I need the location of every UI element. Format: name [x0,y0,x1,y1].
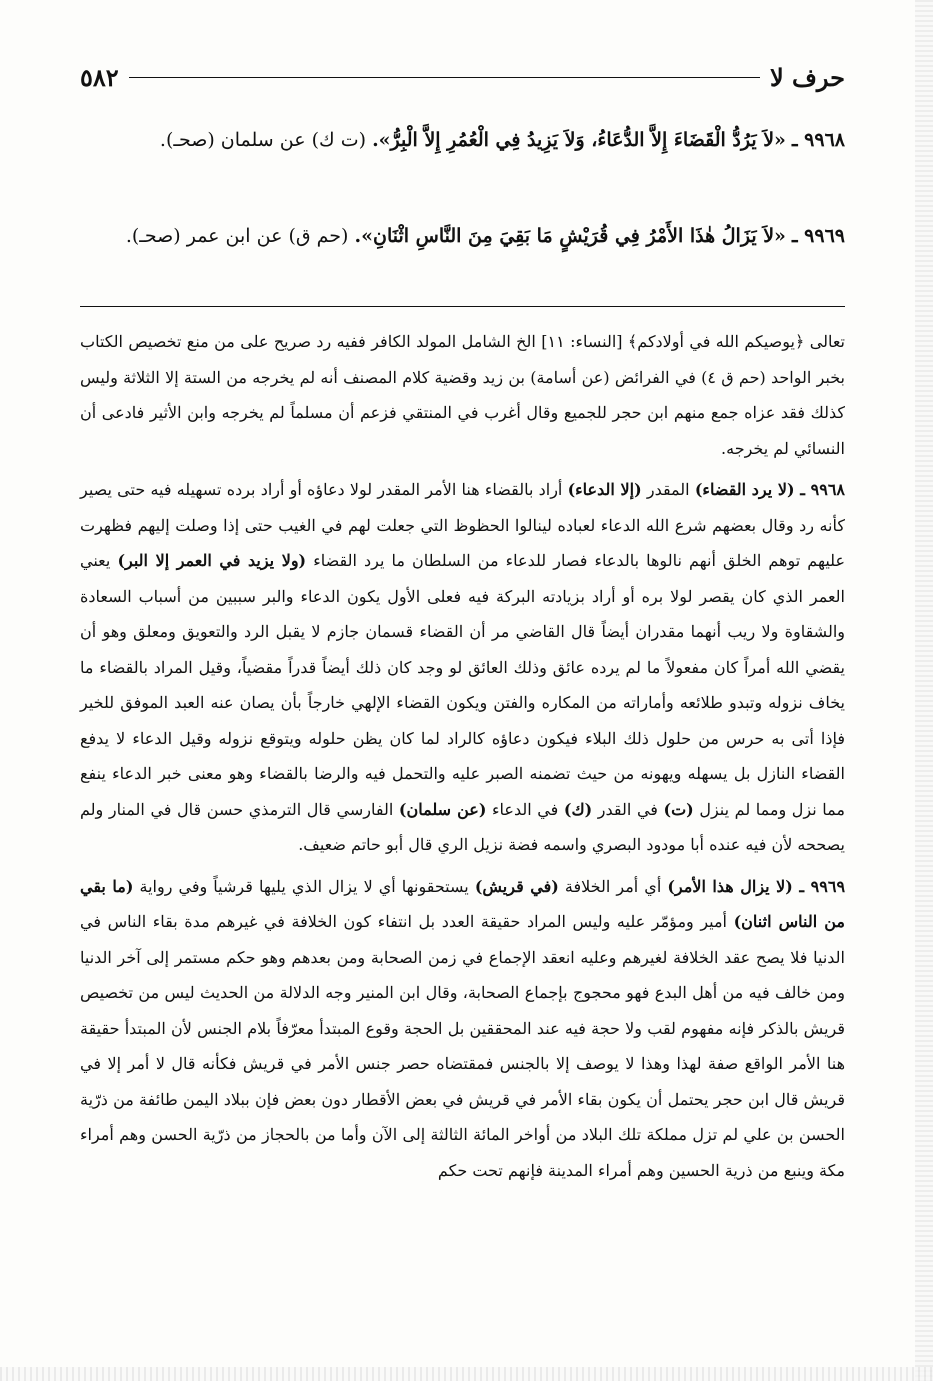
commentary-text: الفارسي قال الترمذي حسن قال في المنار ولم يصححه لأن فيه عنده أبا مودود البصري واسمه فضة نزيل الري قال أبو حاتم ضعيف. [80,799,845,854]
commentary-text: يعني العمر الذي كان يقصر لولا بره أو أراد بزيادته البركة فيه فعلى الأول يكون الدعاء والبر سببين من أسباب السعادة والشقاوة ولا ريب أنهما مقدران أيضاً قال القاضي مر أن القضاء قسمان جازم لا يقبل الرد والتعويق ومعلق وهو أن يقضي الله أمراً كان مفعولاً ما لم يرده عائق وذلك العائق لو وجد كان ذلك أيضاً قدراً مقضياً، وقيل المراد بالقضاء ما يخاف نزوله وتبدو طلائعه وأماراته من المكاره والفتن ويكون القضاء الإلهي خارجاً بأن يصان عنه العبد الموفق للخير فإذا أتى به حرس من حلول ذلك البلاء فيكون دعاؤه كالراد لما كان يظن حلوله ويتوقع نزوله وقيل الدعاء لا يدفع القضاء النازل بل يسهله ويهونه من حيث تضمنه الصبر عليه والتحمل فيه والرضا بالقضاء وهو معنى خبر الدعاء ينفع مما نزل ومما لم ينزل [80,551,846,819]
commentary-text: المقدر [641,480,695,499]
commentary-text: في القدر [592,799,664,819]
commentary-text: في الدعاء [486,799,564,819]
hadith-text: «لاَ يَزَالُ هٰذَا الأَمْرُ فِي قُرَيْشٍ مَا بَقِيَ مِنَ النَّاسِ اثْنَانِ». [354,225,786,247]
hadith-source: (ت ك) عن سلمان (صحـ). [159,129,373,151]
section-separator [80,306,845,307]
hadith-source: (حم ق) عن ابن عمر (صحـ). [125,225,355,247]
commentary-9969 [80,869,845,1189]
commentary-quote: (ولا يزيد في العمر إلا البر) [117,551,307,570]
commentary-heading: ٩٩٦٩ ـ (لا يزال هذا الأمر) [667,876,846,896]
commentary-9968 [80,472,845,863]
commentary-text: يستحقونها أي لا يزال الذي يليها قرشياً وفي رواية [133,876,475,896]
commentary-source-code: (ت) [663,799,694,819]
commentary-text: أمير ومؤمّر عليه وليس المراد حقيقة العدد بل انتفاء كون الخلافة في غيرهم مدة بقاء الناس في الدنيا فلا يصح عقد الخلافة لغيرهم وعليه انعقد الإجماع في زمن الصحابة ومن بعدهم وهو حكم مستمر إلى آخر الدنيا ومن خالف فيه من أهل البدع فهو محجوج بإجماع الصحابة، وقال ابن المنير وجه الدلالة من الحديث ليس من تخصيص قريش بالذكر فإنه مفهوم لقب ولا حجة فيه عند المحققين بل الحجة وقوع المبتدأ معرّفاً بلام الجنس لأن المبتدأ حقيقة هنا الأمر الواقع صفة لهذا وهذا لا يوصف إلا بالجنس فمقتضاه حصر جنس الأمر في قريش فكأنه قال لا أمر إلا في قريش قال ابن حجر يحتمل أن يكون بقاء الأمر في قريش في بعض الأقطار دون بعض فإن ببلاد اليمن طائفة من ذرّية الحسن بن علي لم تزل مملكة تلك البلاد من أواخر المائة الثالثة إلى الآن وأما من بالحجاز من ذرّية الحسن وهم أمراء مكة وينبع من ذرية الحسين وهم أمراء المدينة فإنهم تحت حكم [80,912,846,1180]
commentary-text: أراد بالقضاء هنا الأمر المقدر لولا دعاؤه أو أراد برده تسهيله فيه حتى يصير كأنه رد وقال بعضهم شرع الله الدعاء لعباده لينالوا الحظوظ التي جعلت لهم في الغيب حتى إذا وصلت إليهم فظهرت عليهم توهم الخلق أنهم نالوها بالدعاء فصار للدعاء من السلطان ما يرد القضاء [80,480,846,570]
hadith-9968 [80,118,845,163]
hadith-9969 [80,214,845,259]
header-rule [129,77,760,78]
commentary-quote: (ما بقي من الناس اثنان) [80,876,845,931]
commentary [80,324,845,1190]
page-number: ٥٨٢ [80,62,119,92]
commentary-quote: (إلا الدعاء) [567,480,642,499]
hadith-number: ٩٩٦٩ ـ [791,225,845,247]
commentary-text: أي أمر الخلافة [558,876,668,896]
commentary-source-code: (ك) [563,799,593,819]
page-header [80,60,845,94]
commentary-narrator: (عن سلمان) [398,799,487,819]
page-title: حرف لا [770,62,845,92]
commentary-continuation: تعالى ﴿يوصيكم الله في أولادكم﴾ [النساء: ١١] الخ الشامل المولد الكافر ففيه رد صريح على من منع تخصيص الكتاب بخبر الواحد (حم ق ٤) في الفرائض (عن أسامة) بن زيد وقضية كلام المصنف أنه لم يخرجه من الستة إلا الثلاثة وليس كذلك فقد عزاه جمع منهم ابن حجر للجميع وقال أغرب في المنتقي فزعم أن مسلماً لم يخرجه وابن الأثير فادعى أن النسائي لم يخرجه. [80,332,846,458]
commentary-heading: ٩٩٦٨ ـ (لا يرد القضاء) [694,480,846,499]
hadith-text: «لاَ يَرُدُّ الْقَضَاءَ إِلاَّ الدُّعَاءُ، وَلاَ يَزِيدُ فِي الْعُمُرِ إِلاَّ الْبِرُّ». [372,129,786,151]
scan-edge-bottom [0,1367,933,1381]
hadith-number: ٩٩٦٨ ـ [791,129,845,151]
scan-edge-right [915,0,933,1381]
commentary-quote: (في قريش) [474,876,559,896]
